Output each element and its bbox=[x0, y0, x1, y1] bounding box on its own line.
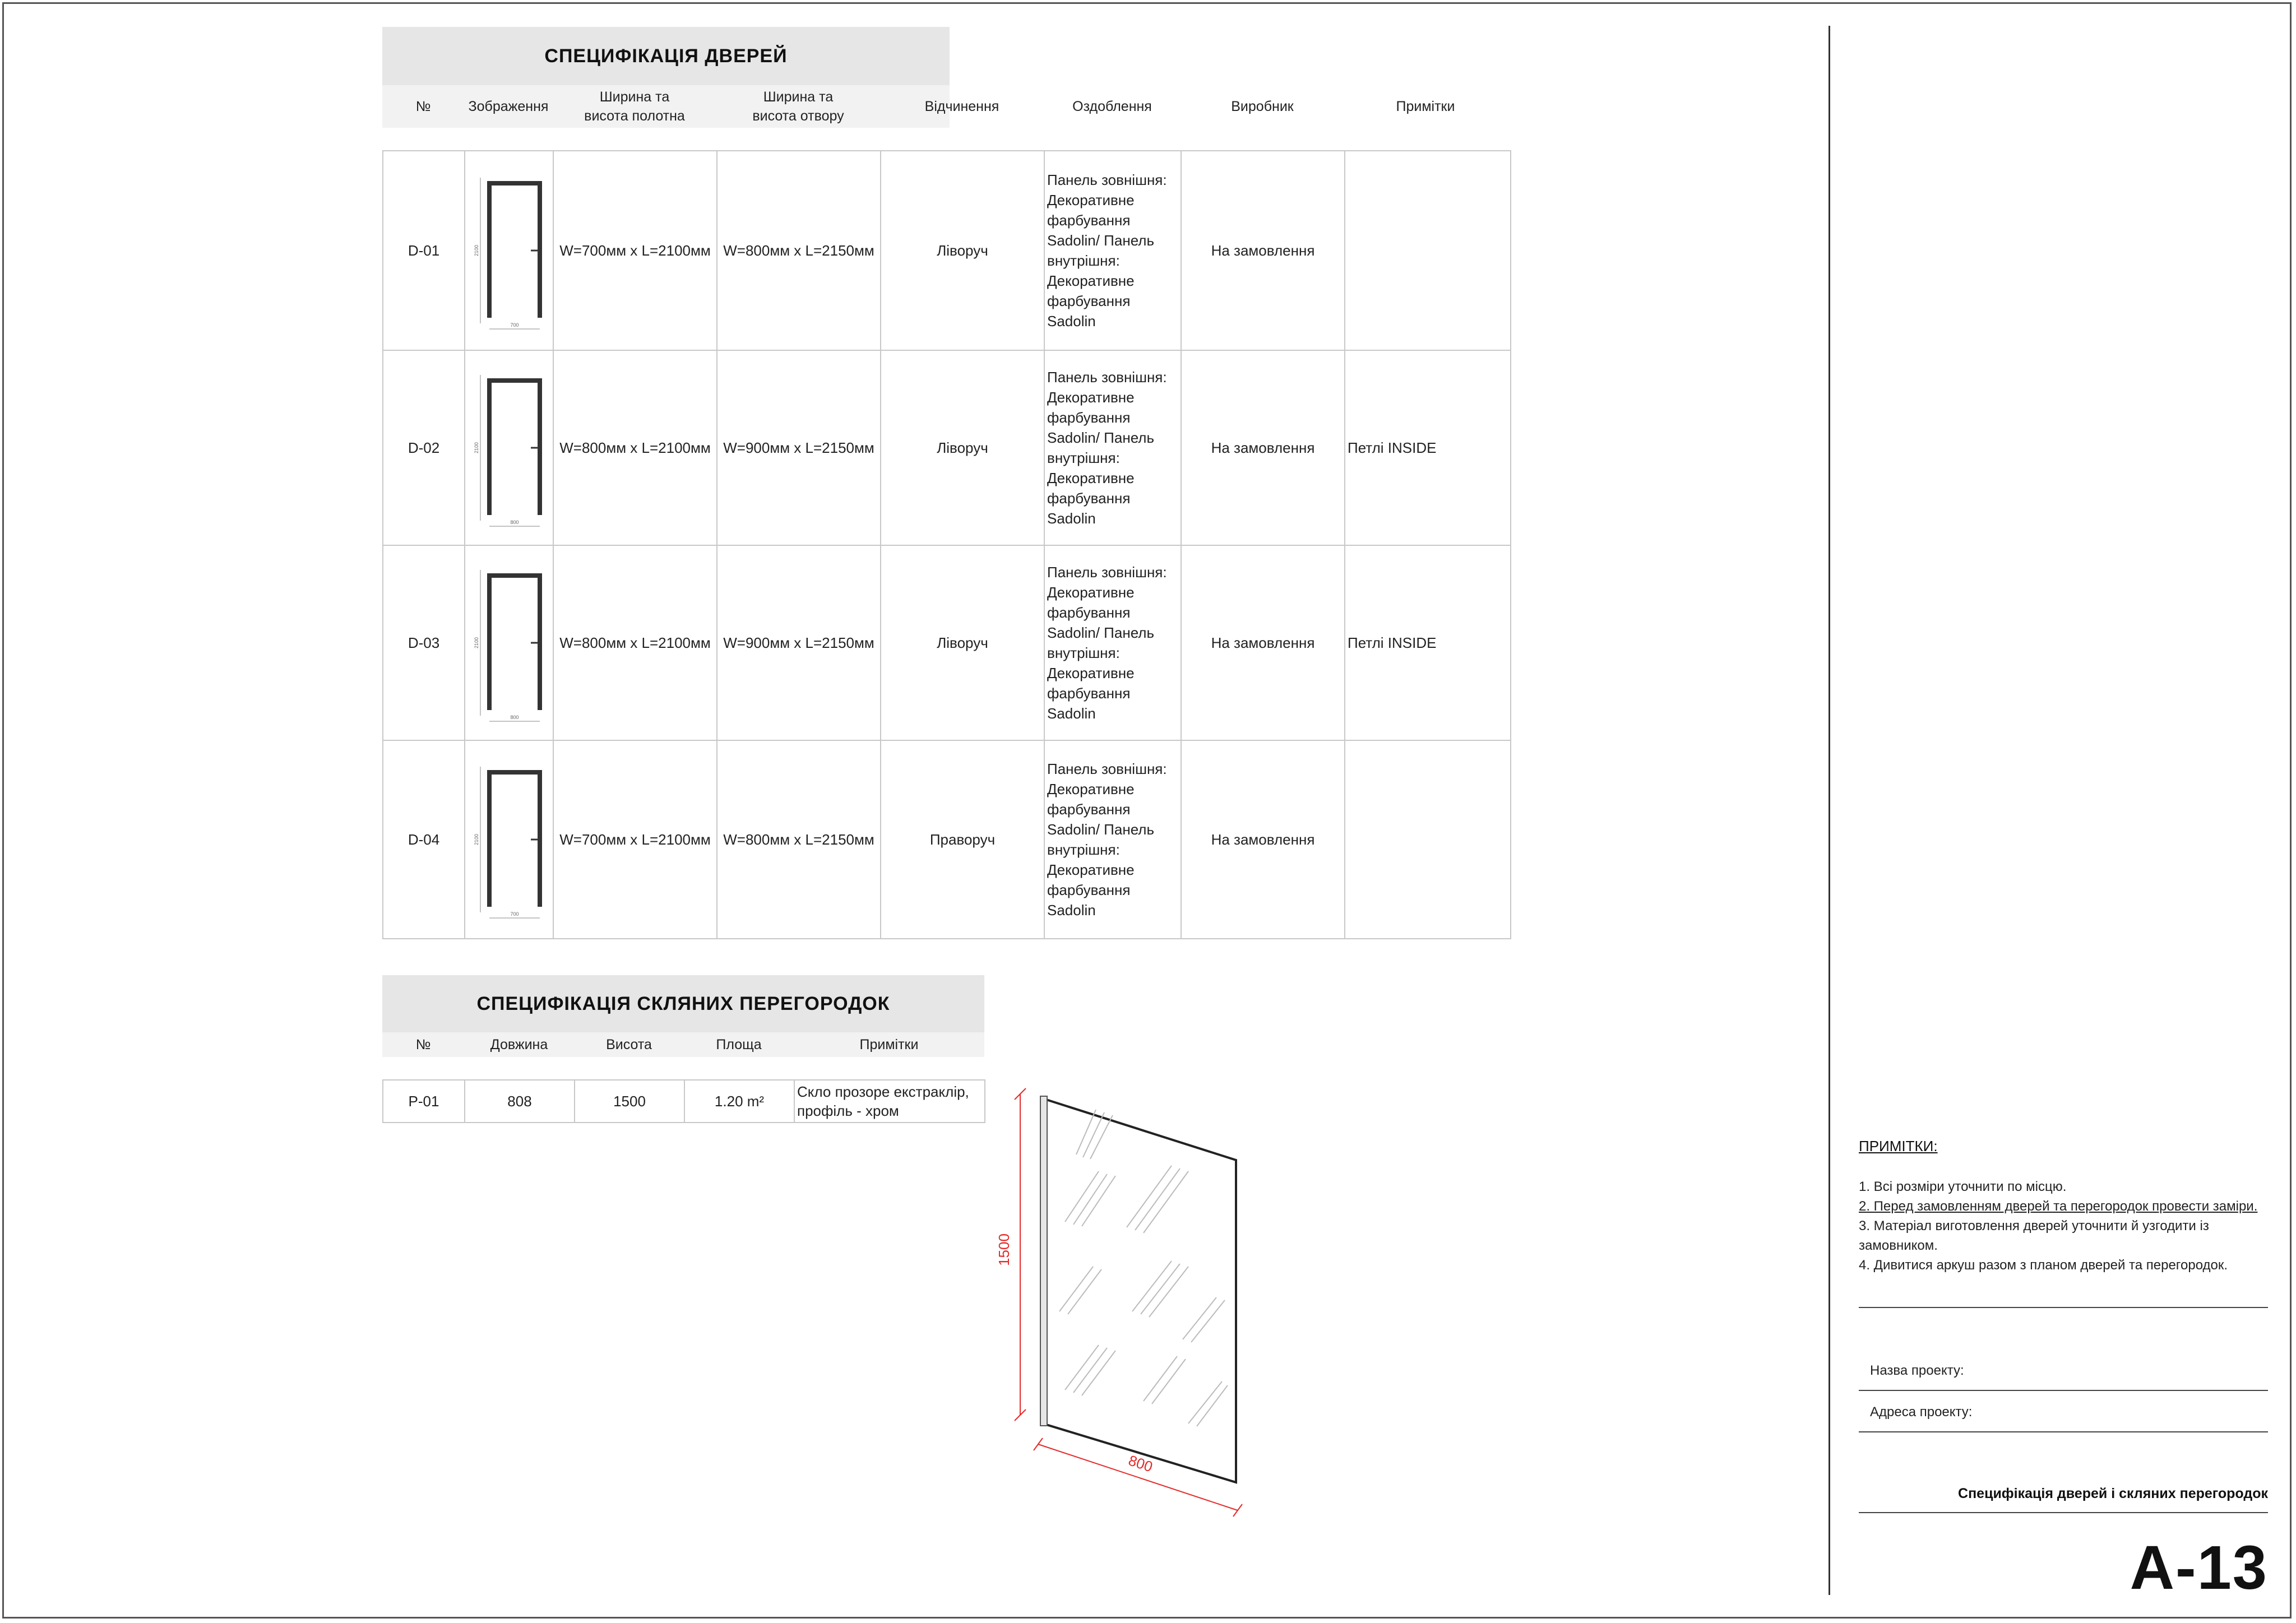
divider bbox=[1859, 1307, 2268, 1308]
door-finish: Панель зовнішня: Декоративне фарбування Sadolin/ Панель внутрішня: Декоративне фарбування Sadolin bbox=[1044, 151, 1181, 350]
door-dim-height: 2100 bbox=[474, 637, 479, 649]
door-note: Петлі INSIDE bbox=[1345, 545, 1511, 740]
door-code: D-04 bbox=[383, 740, 465, 939]
sheet-name: Специфікація дверей і скляних перегородок bbox=[1958, 1486, 2268, 1501]
door-swing: Ліворуч bbox=[881, 151, 1044, 350]
partition-spec-title-band bbox=[382, 975, 984, 1032]
door-dim-height: 2100 bbox=[474, 244, 479, 257]
door-note bbox=[1345, 740, 1511, 939]
col-leaf-size: Ширина та висота полотна bbox=[584, 89, 685, 124]
door-swing: Праворуч bbox=[881, 740, 1044, 939]
col-finish: Оздоблення bbox=[1072, 99, 1152, 114]
door-elevation-icon bbox=[473, 166, 545, 335]
door-code: D-01 bbox=[383, 151, 465, 350]
door-leaf-size: W=800мм x L=2100мм bbox=[553, 545, 717, 740]
divider bbox=[1859, 1390, 2268, 1391]
partition-note: Скло прозоре екстраклір, профіль - хром bbox=[794, 1080, 985, 1123]
col-opening-size: Ширина та висота отвору bbox=[752, 89, 844, 124]
sheet-number: А-13 bbox=[2130, 1533, 2268, 1602]
col-swing: Відчинення bbox=[924, 99, 999, 114]
glass-partition-drawing bbox=[987, 1076, 1256, 1524]
col-length: Довжина bbox=[490, 1037, 548, 1052]
door-maker: На замовлення bbox=[1181, 151, 1345, 350]
partition-spec-header-row bbox=[382, 1032, 984, 1057]
note-item: 3. Матеріал виготовлення дверей уточнити й узгодити із замовником. bbox=[1859, 1218, 2209, 1253]
door-dim-width: 800 bbox=[510, 520, 519, 525]
door-opening-size: W=900мм x L=2150мм bbox=[717, 350, 881, 545]
door-finish: Панель зовнішня: Декоративне фарбування Sadolin/ Панель внутрішня: Декоративне фарбування Sadolin bbox=[1044, 545, 1181, 740]
door-spec-table bbox=[382, 150, 1511, 939]
dim-length-label: 800 bbox=[1126, 1452, 1155, 1476]
partition-code: P-01 bbox=[383, 1080, 465, 1123]
door-image-cell bbox=[465, 350, 553, 545]
door-dim-height: 2100 bbox=[474, 833, 479, 846]
table-row bbox=[383, 151, 1511, 350]
door-opening-size: W=800мм x L=2150мм bbox=[717, 740, 881, 939]
door-note bbox=[1345, 151, 1511, 350]
table-row bbox=[383, 545, 1511, 740]
door-note: Петлі INSIDE bbox=[1345, 350, 1511, 545]
note-item: 4. Дивитися аркуш разом з планом дверей та перегородок. bbox=[1859, 1258, 2228, 1273]
door-leaf-size: W=700мм x L=2100мм bbox=[553, 740, 717, 939]
door-elevation-icon bbox=[473, 364, 545, 532]
project-name-label: Назва проекту: bbox=[1870, 1363, 1964, 1378]
chrome-profile bbox=[1040, 1096, 1047, 1426]
partition-spec-title: СПЕЦИФІКАЦІЯ СКЛЯНИХ ПЕРЕГОРОДОК bbox=[476, 993, 890, 1014]
door-spec-header-row bbox=[382, 85, 1455, 128]
door-code: D-03 bbox=[383, 545, 465, 740]
door-elevation-icon bbox=[473, 755, 545, 924]
note-item: 1. Всі розміри уточнити по місцю. bbox=[1859, 1179, 2067, 1194]
door-dim-width: 700 bbox=[510, 322, 519, 328]
door-swing: Ліворуч bbox=[881, 350, 1044, 545]
col-maker: Виробник bbox=[1231, 99, 1294, 114]
col-height: Висота bbox=[606, 1037, 652, 1052]
door-dim-height: 2100 bbox=[474, 442, 479, 454]
door-dim-width: 700 bbox=[510, 911, 519, 917]
door-elevation-icon bbox=[473, 559, 545, 727]
col-notes: Примітки bbox=[859, 1037, 919, 1052]
divider bbox=[1859, 1512, 2268, 1513]
door-maker: На замовлення bbox=[1181, 545, 1345, 740]
door-image-cell bbox=[465, 545, 553, 740]
door-swing: Ліворуч bbox=[881, 545, 1044, 740]
project-address-label: Адреса проекту: bbox=[1870, 1404, 1973, 1420]
door-maker: На замовлення bbox=[1181, 740, 1345, 939]
table-row bbox=[383, 1080, 985, 1123]
door-finish: Панель зовнішня: Декоративне фарбування Sadolin/ Панель внутрішня: Декоративне фарбування Sadolin bbox=[1044, 350, 1181, 545]
door-spec-title: СПЕЦИФІКАЦІЯ ДВЕРЕЙ bbox=[544, 45, 788, 67]
table-row bbox=[383, 740, 1511, 939]
notes-title: ПРИМІТКИ: bbox=[1859, 1138, 1938, 1154]
door-code: D-02 bbox=[383, 350, 465, 545]
door-image-cell bbox=[465, 151, 553, 350]
note-item: 2. Перед замовленням дверей та перегородок провести заміри. bbox=[1859, 1199, 2258, 1214]
partition-height: 1500 bbox=[575, 1080, 684, 1123]
col-number: № bbox=[415, 1037, 431, 1052]
door-image-cell bbox=[465, 740, 553, 939]
divider bbox=[1859, 1431, 2268, 1432]
col-notes: Примітки bbox=[1396, 99, 1455, 114]
dim-height-label: 1500 bbox=[996, 1234, 1012, 1266]
partition-length: 808 bbox=[465, 1080, 575, 1123]
door-leaf-size: W=700мм x L=2100мм bbox=[553, 151, 717, 350]
door-leaf-size: W=800мм x L=2100мм bbox=[553, 350, 717, 545]
door-spec-title-band bbox=[382, 27, 950, 85]
col-area: Площа bbox=[716, 1037, 762, 1052]
col-number: № bbox=[415, 99, 431, 114]
notes-list bbox=[1859, 1177, 2274, 1275]
door-finish: Панель зовнішня: Декоративне фарбування Sadolin/ Панель внутрішня: Декоративне фарбування Sadolin bbox=[1044, 740, 1181, 939]
col-image: Зображення bbox=[468, 99, 549, 114]
partition-spec-table bbox=[382, 1079, 985, 1123]
door-opening-size: W=900мм x L=2150мм bbox=[717, 545, 881, 740]
door-dim-width: 800 bbox=[510, 715, 519, 720]
partition-area: 1.20 m² bbox=[684, 1080, 794, 1123]
door-maker: На замовлення bbox=[1181, 350, 1345, 545]
door-opening-size: W=800мм x L=2150мм bbox=[717, 151, 881, 350]
table-row bbox=[383, 350, 1511, 545]
title-block-divider bbox=[1829, 26, 1830, 1595]
